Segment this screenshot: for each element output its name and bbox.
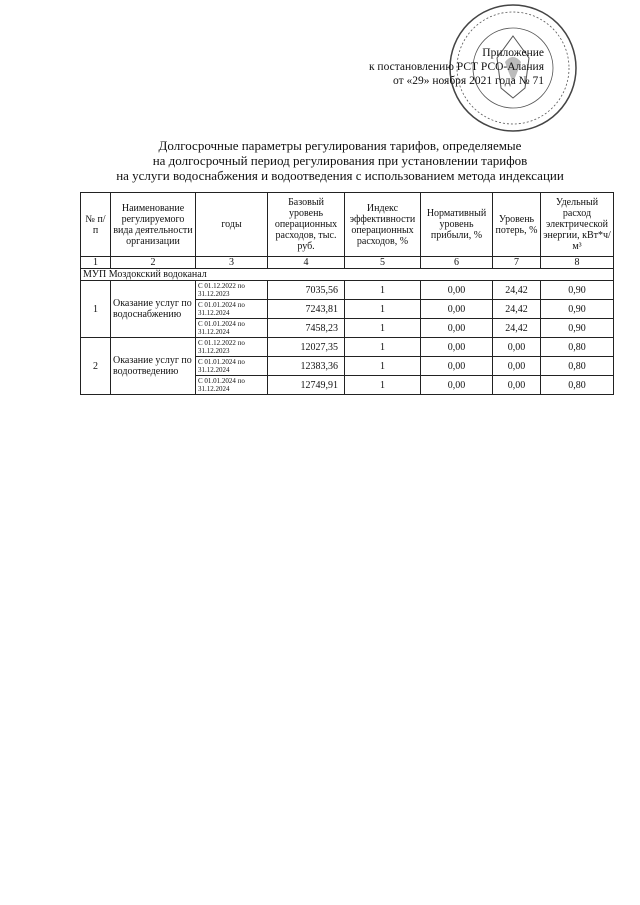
energy-cell: 0,80 — [541, 338, 614, 357]
title-line-1: Долгосрочные параметры регулирования тарифов, определяемые — [158, 138, 522, 153]
column-number: 2 — [111, 257, 196, 269]
efficiency-index-cell: 1 — [345, 281, 421, 300]
column-number: 3 — [196, 257, 268, 269]
profit-level-cell: 0,00 — [421, 319, 493, 338]
header-cell: Удельный расход электрической энергии, кВт*ч/м³ — [541, 193, 614, 257]
base-cost-cell: 12383,36 — [268, 357, 345, 376]
document-header — [244, 46, 544, 88]
profit-level-cell: 0,00 — [421, 338, 493, 357]
header-cell: годы — [196, 193, 268, 257]
table-header-row — [81, 193, 614, 257]
column-number-row — [81, 257, 614, 269]
header-cell: Базовый уровень операционных расходов, тыс. руб. — [268, 193, 345, 257]
efficiency-index-cell: 1 — [345, 338, 421, 357]
period-cell: С 01.01.2024 по 31.12.2024 — [196, 376, 268, 395]
column-number: 7 — [493, 257, 541, 269]
table-row — [81, 281, 614, 300]
profit-level-cell: 0,00 — [421, 376, 493, 395]
header-resolution: к постановлению РСТ РСО-Алания — [368, 61, 544, 73]
column-number: 4 — [268, 257, 345, 269]
header-cell: Уровень потерь, % — [493, 193, 541, 257]
table-row — [81, 338, 614, 357]
organization-name: МУП Моздокский водоканал — [81, 269, 614, 281]
energy-cell: 0,90 — [541, 281, 614, 300]
title-line-2: на долгосрочный период регулирования при установлении тарифов — [152, 153, 528, 168]
period-cell: С 01.01.2024 по 31.12.2024 — [196, 319, 268, 338]
losses-cell: 0,00 — [493, 376, 541, 395]
column-number: 1 — [81, 257, 111, 269]
period-cell: С 01.12.2022 по 31.12.2023 — [196, 338, 268, 357]
page-title — [60, 138, 620, 183]
efficiency-index-cell: 1 — [345, 300, 421, 319]
profit-level-cell: 0,00 — [421, 281, 493, 300]
energy-cell: 0,80 — [541, 357, 614, 376]
header-cell: Индекс эффективности операционных расходов, % — [345, 193, 421, 257]
activity-name: Оказание услуг по водоснабжению — [111, 281, 196, 338]
header-cell: № п/п — [81, 193, 111, 257]
base-cost-cell: 12749,91 — [268, 376, 345, 395]
base-cost-cell: 7243,81 — [268, 300, 345, 319]
losses-cell: 24,42 — [493, 300, 541, 319]
losses-cell: 24,42 — [493, 319, 541, 338]
losses-cell: 0,00 — [493, 357, 541, 376]
profit-level-cell: 0,00 — [421, 300, 493, 319]
base-cost-cell: 12027,35 — [268, 338, 345, 357]
losses-cell: 24,42 — [493, 281, 541, 300]
row-number: 2 — [81, 338, 111, 395]
energy-cell: 0,90 — [541, 319, 614, 338]
base-cost-cell: 7035,56 — [268, 281, 345, 300]
header-cell: Наименование регулируемого вида деятельности организации — [111, 193, 196, 257]
efficiency-index-cell: 1 — [345, 357, 421, 376]
header-appendix: Приложение — [482, 47, 544, 59]
efficiency-index-cell: 1 — [345, 376, 421, 395]
organization-row — [81, 269, 614, 281]
column-number: 5 — [345, 257, 421, 269]
period-cell: С 01.01.2024 по 31.12.2024 — [196, 357, 268, 376]
tariff-parameters-table — [80, 192, 614, 395]
base-cost-cell: 7458,23 — [268, 319, 345, 338]
header-cell: Нормативный уровень прибыли, % — [421, 193, 493, 257]
energy-cell: 0,80 — [541, 376, 614, 395]
efficiency-index-cell: 1 — [345, 319, 421, 338]
column-number: 8 — [541, 257, 614, 269]
energy-cell: 0,90 — [541, 300, 614, 319]
activity-name: Оказание услуг по водоотведению — [111, 338, 196, 395]
period-cell: С 01.12.2022 по 31.12.2023 — [196, 281, 268, 300]
column-number: 6 — [421, 257, 493, 269]
profit-level-cell: 0,00 — [421, 357, 493, 376]
header-date: от «29» ноября 2021 года № 71 — [392, 75, 544, 87]
period-cell: С 01.01.2024 по 31.12.2024 — [196, 300, 268, 319]
losses-cell: 0,00 — [493, 338, 541, 357]
row-number: 1 — [81, 281, 111, 338]
title-line-3: на услуги водоснабжения и водоотведения с использованием метода индексации — [116, 168, 564, 183]
